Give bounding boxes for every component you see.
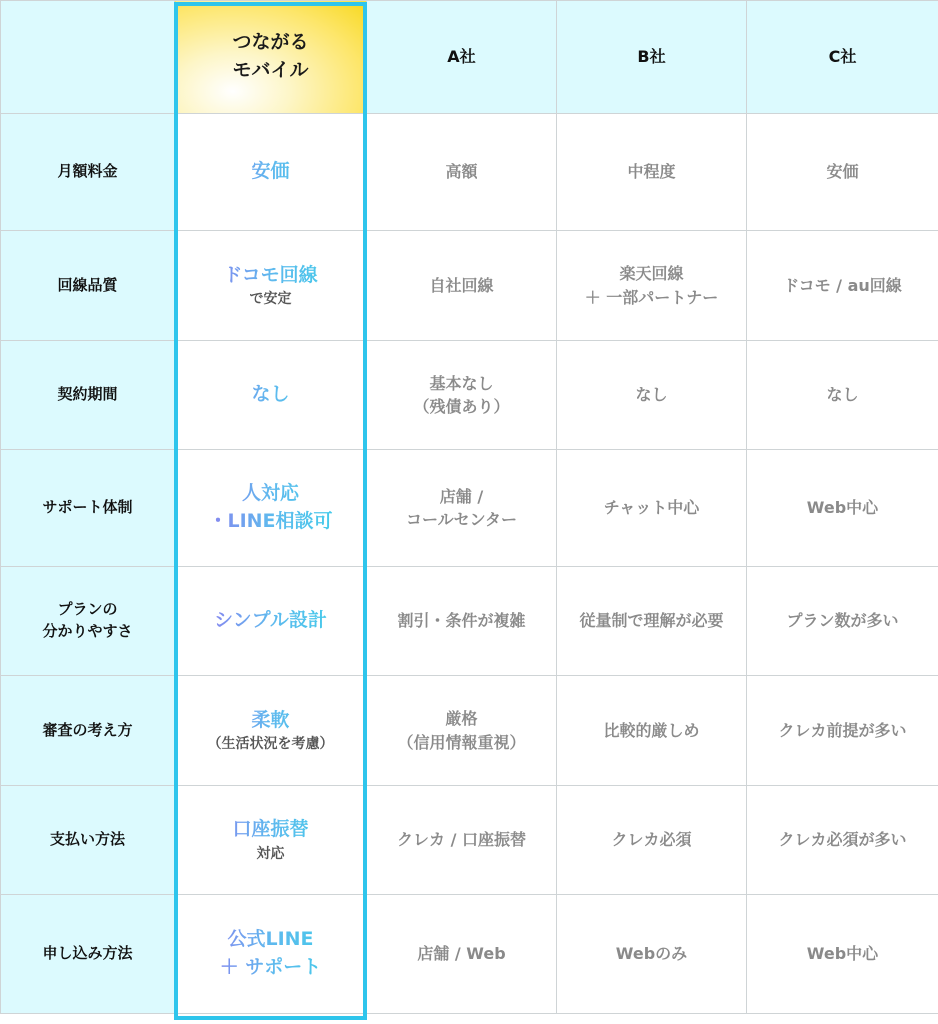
brand-value-main: シンプル設計 [179, 607, 362, 635]
company-a-value-line: 店舗 / Web [417, 944, 506, 964]
table-row [1, 676, 938, 786]
company-b-value-line: ＋ 一部パートナー [584, 287, 719, 307]
brand-value-cell [175, 895, 367, 1014]
company-b-value-line: 従量制で理解が必要 [579, 611, 724, 631]
brand-value-main: 人対応 [179, 480, 362, 508]
company-b-value-line: チャット中心 [603, 498, 700, 518]
company-b-value-line: Webのみ [615, 944, 688, 964]
company-b-value-cell [557, 567, 747, 676]
company-a-value-line: クレカ / 口座振替 [397, 830, 526, 850]
company-a-value-cell [367, 567, 557, 676]
row-label-line: サポート体制 [42, 498, 133, 517]
company-a-value-cell [367, 676, 557, 786]
company-a-value-line: 厳格 [445, 709, 478, 729]
row-label [1, 450, 175, 567]
row-label [1, 895, 175, 1014]
brand-value-main: 公式LINE [179, 926, 362, 954]
company-c-value-line: Web中心 [806, 498, 879, 518]
row-label [1, 676, 175, 786]
company-b-value-cell [557, 341, 747, 450]
company-a-value-line: 自社回線 [429, 275, 494, 295]
row-label-line: 支払い方法 [49, 830, 125, 849]
brand-value-sub: （生活状況を考慮） [207, 736, 334, 753]
company-b-value-line: 中程度 [627, 162, 676, 182]
company-c-value-line: Web中心 [806, 944, 879, 964]
company-a-value-line: （信用情報重視） [397, 732, 526, 752]
brand-value-sub: で安定 [249, 291, 292, 308]
table-row [1, 114, 938, 231]
table-row [1, 450, 938, 567]
row-label [1, 567, 175, 676]
row-label [1, 786, 175, 895]
brand-value-main: ドコモ回線 [179, 262, 362, 290]
company-a-value-cell [367, 450, 557, 567]
brand-value-main: ・LINE相談可 [179, 508, 362, 536]
company-b-value-cell [557, 450, 747, 567]
company-b-header: B社 [557, 1, 747, 114]
company-b-value-cell [557, 786, 747, 895]
table-row [1, 231, 938, 341]
table-row [1, 895, 938, 1014]
company-a-value-cell [367, 114, 557, 231]
table-row [1, 786, 938, 895]
company-a-header: A社 [367, 1, 557, 114]
brand-value-cell [175, 567, 367, 676]
brand-value-cell [175, 450, 367, 567]
company-c-value-cell [747, 231, 938, 341]
brand-value-cell [175, 341, 367, 450]
company-b-value-cell [557, 895, 747, 1014]
company-c-value-line: クレカ必須が多い [778, 830, 907, 850]
company-c-value-cell [747, 895, 938, 1014]
row-label-line: 分かりやすさ [42, 622, 133, 640]
row-label-line: 契約期間 [57, 385, 118, 404]
header-row [1, 1, 938, 114]
brand-value-cell [175, 676, 367, 786]
company-b-value-cell [557, 676, 747, 786]
brand-name-line1: つながる [232, 31, 309, 54]
brand-value-cell [175, 231, 367, 341]
company-a-value-cell [367, 231, 557, 341]
table-row [1, 341, 938, 450]
company-c-value-cell [747, 341, 938, 450]
company-c-value-cell [747, 567, 938, 676]
corner-cell [1, 1, 175, 114]
company-a-value-line: コールセンター [405, 510, 518, 529]
company-b-value-line: 比較的厳しめ [603, 720, 700, 740]
company-a-value-cell [367, 786, 557, 895]
company-c-value-cell [747, 786, 938, 895]
company-c-header: C社 [747, 1, 938, 114]
company-a-value-line: 割引・条件が複雑 [397, 611, 526, 631]
company-c-value-line: プラン数が多い [786, 611, 899, 631]
company-a-value-line: 高額 [445, 162, 478, 182]
company-a-value-line: 基本なし [429, 373, 494, 393]
company-b-value-line: クレカ必須 [611, 830, 692, 850]
company-a-value-cell [367, 341, 557, 450]
brand-value-cell [175, 786, 367, 895]
row-label-line: 回線品質 [57, 275, 118, 294]
company-c-value-cell [747, 450, 938, 567]
company-c-value-line: 安価 [826, 162, 859, 182]
company-c-value-line: ドコモ / au回線 [783, 275, 902, 295]
row-label [1, 341, 175, 450]
brand-value-main: ＋ サポート [179, 954, 362, 982]
brand-value-main: 柔軟 [179, 707, 362, 735]
company-b-value-line: なし [635, 385, 668, 405]
brand-value-sub: 対応 [256, 845, 285, 862]
company-a-value-line: 店舗 / [439, 486, 484, 506]
brand-name-line2: モバイル [232, 59, 309, 81]
brand-value-main: 口座振替 [179, 816, 362, 844]
brand-value-cell [175, 114, 367, 231]
brand-value-main: なし [179, 381, 362, 409]
row-label [1, 231, 175, 341]
brand-value-main: 安価 [179, 158, 362, 186]
company-c-value-cell [747, 114, 938, 231]
company-c-value-cell [747, 676, 938, 786]
company-c-value-line: クレカ前提が多い [778, 720, 907, 740]
company-c-value-line: なし [826, 385, 859, 405]
company-b-value-cell [557, 231, 747, 341]
row-label-line: プランの [57, 600, 118, 619]
company-b-value-cell [557, 114, 747, 231]
row-label-line: 審査の考え方 [42, 720, 133, 739]
comparison-body [1, 114, 938, 1014]
row-label-line: 月額料金 [57, 162, 118, 181]
table-row [1, 567, 938, 676]
company-a-value-line: （残債あり） [413, 397, 510, 416]
company-a-value-cell [367, 895, 557, 1014]
row-label-line: 申し込み方法 [42, 944, 133, 963]
row-label [1, 114, 175, 231]
company-b-value-line: 楽天回線 [619, 264, 684, 284]
brand-header [175, 1, 367, 114]
